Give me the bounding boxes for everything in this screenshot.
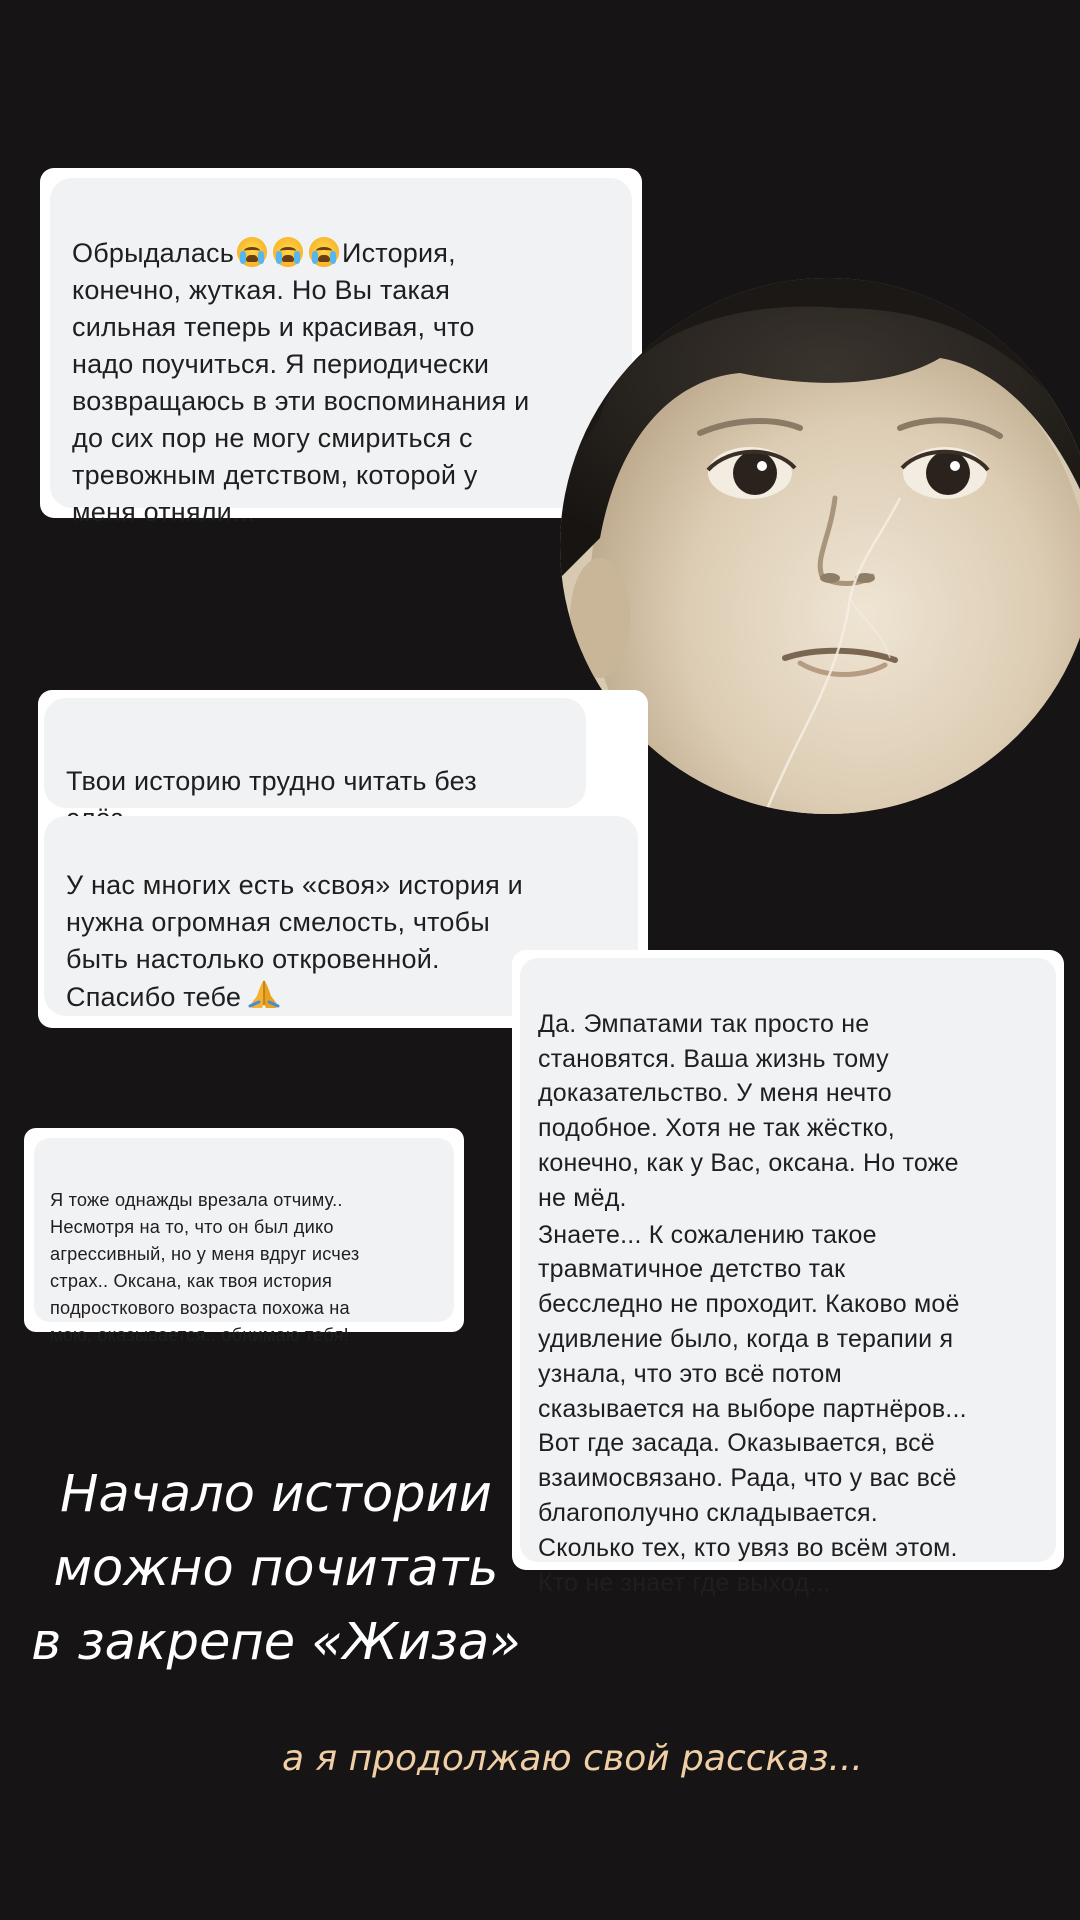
crying-face-icon — [309, 237, 339, 267]
comment-bubble-4 — [520, 958, 1056, 1597]
story-caption: Начало истории можно почитать в закрепе «Жиза» — [31, 1465, 521, 1672]
comment-1-text: История, конечно, жуткая. Но Вы такая сильная теперь и красивая, что надо поучиться. Я периодически возвращаюсь в эти воспоминания и до сих пор не могу смириться с тревожным детством, которой у меня отняли... — [72, 238, 530, 527]
crying-face-icon — [273, 237, 303, 267]
comment-card-5 — [24, 1128, 464, 1345]
comment-2-text: Твои историю трудно читать без — [66, 766, 477, 796]
comment-bubble-5 — [34, 1138, 454, 1345]
comment-card-4 — [512, 950, 1064, 1597]
comment-4-part2: Знаете... К сожалению такое травматичное детство так бесследно не проходит. Каково моё удивление было, когда в терапии я узнала, что это всё потом сказывается на выборе партнёров... Вот где засада. Оказывается, всё взаимосвязано. Рада, что у вас всё благополучно складывается. Сколько тех, кто увяз во всём этом. Кто не знает где выход... — [538, 1220, 967, 1597]
comment-3-text: У нас многих есть «своя» история и нужна огромная смелость, чтобы быть настолько откровенной. Спасибо тебе — [66, 870, 523, 1012]
crying-face-icon — [237, 237, 267, 267]
comment-1-prefix: Обрыдалась — [72, 238, 234, 268]
comment-bubble-2 — [44, 698, 586, 808]
folded-hands-icon — [247, 978, 281, 1010]
comment-card-1 — [40, 168, 642, 527]
continuation-caption: а я продолжаю свой рассказ... — [282, 1738, 863, 1779]
comment-bubble-1 — [50, 178, 632, 527]
comment-4-part1: Да. Эмпатами так просто не становятся. Ваша жизнь тому доказательство. У меня нечто подобное. Хотя не так жёстко, конечно, как у Вас, оксана. Но тоже не мёд. — [538, 1009, 959, 1212]
comment-5-text: Я тоже однажды врезала отчиму.. Несмотря на то, что он был дико агрессивный, но у меня вдруг исчез страх.. Оксана, как твоя история подросткового возраста похожа на мою, оказывается.. обнимаю тебя! — [50, 1190, 360, 1345]
